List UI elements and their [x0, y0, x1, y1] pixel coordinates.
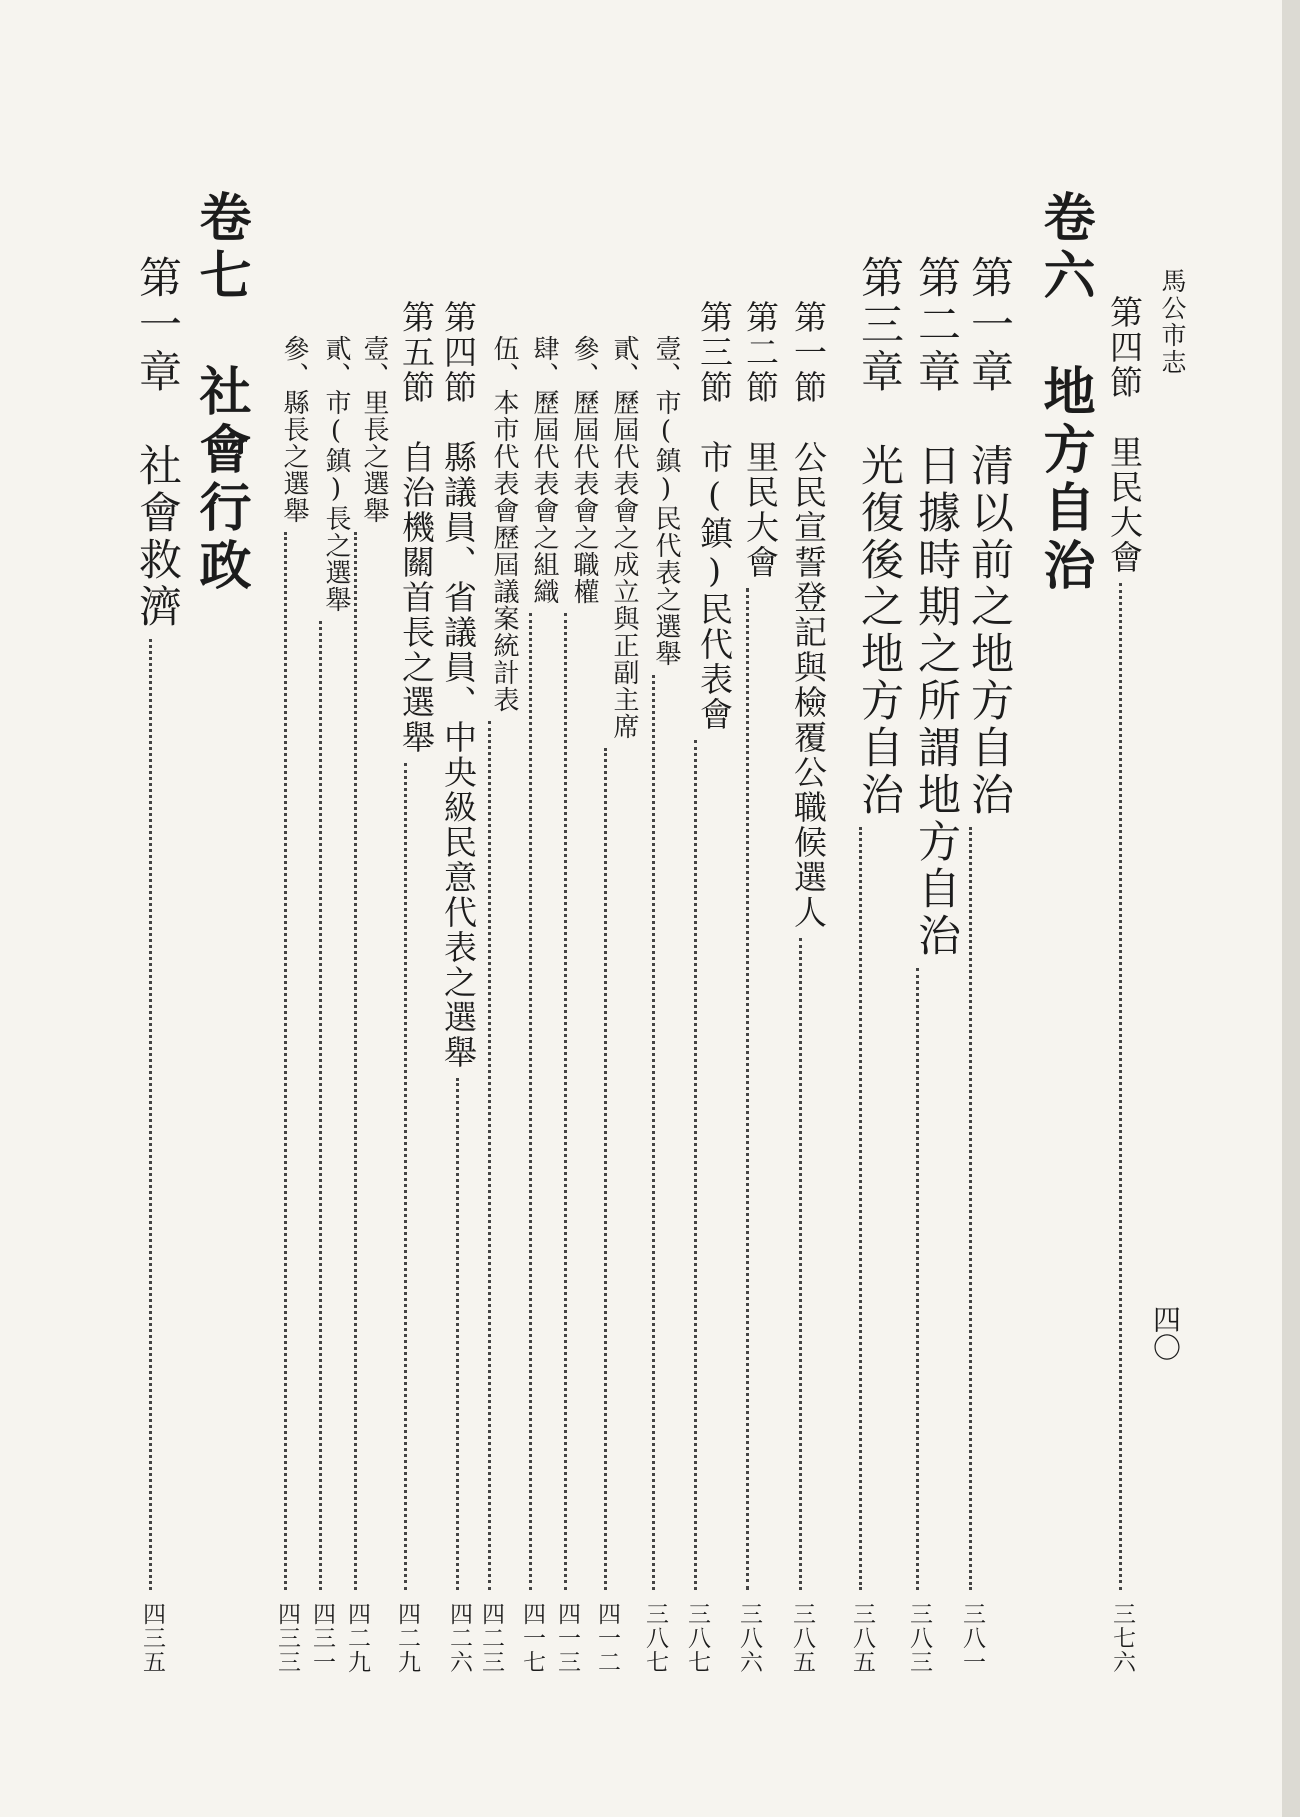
toc-entry-title: 第二節 里民大會 [741, 300, 780, 580]
toc-entry-chapter [912, 255, 960, 960]
page-number: 三八七 [684, 1602, 710, 1674]
toc-entry-section [784, 300, 832, 930]
dot-leader [694, 740, 703, 1590]
page-number: 三八七 [642, 1602, 668, 1674]
toc-entry-chapter [133, 255, 181, 631]
page-number: 四二九 [394, 1602, 420, 1674]
page-number: 三八五 [789, 1602, 815, 1674]
page-number: 四一七 [519, 1602, 545, 1674]
dot-leader [456, 1078, 465, 1590]
toc-entry-item [642, 335, 690, 667]
page-edge [1282, 0, 1300, 1817]
toc-entry-title: 第三章 光復後之地方自治 [854, 255, 904, 819]
toc-entry-title: 卷七 社會行政 [190, 190, 251, 596]
toc-entry-title: 貳、歷屆代表會之成立與正副主席 [609, 335, 639, 740]
toc-entry-title: 第三節 市(鎮)民代表會 [695, 300, 734, 732]
toc-entry-title: 第一章 社會救濟 [132, 255, 182, 631]
toc-entry-item [480, 335, 528, 713]
toc-entry-volume [1032, 190, 1096, 596]
page-number: 三八三 [906, 1602, 932, 1674]
page-number: 四三一 [309, 1602, 335, 1674]
toc-entry-chapter [855, 255, 903, 819]
page-number: 四二九 [344, 1602, 370, 1674]
toc-entry-title: 第一節 公民宣誓登記與檢覆公職候選人 [789, 300, 828, 930]
toc-entry-title: 第四節 里民大會 [1105, 295, 1144, 575]
dot-leader [1119, 583, 1128, 1590]
dot-leader [969, 827, 978, 1590]
dot-leader [564, 613, 573, 1590]
toc-entry-title: 卷六 地方自治 [1034, 190, 1095, 596]
page-number: 四一三 [554, 1602, 580, 1674]
dot-leader [529, 613, 538, 1590]
toc-entry-title: 伍、本市代表會歷屆議案統計表 [489, 335, 519, 713]
page-number: 三八五 [849, 1602, 875, 1674]
dot-leader [404, 763, 413, 1590]
dot-leader [859, 827, 868, 1590]
toc-entry-title: 第五節 自治機關首長之選舉 [397, 300, 436, 755]
dot-leader [799, 938, 808, 1590]
folio: 四〇 [1149, 1305, 1182, 1361]
toc-entry-title: 壹、里長之選舉 [359, 335, 389, 524]
page-number: 四三五 [139, 1602, 165, 1674]
toc-entry-item [270, 335, 318, 524]
page-number: 四三三 [274, 1602, 300, 1674]
toc-entry-title: 肆、歷屆代表會之組織 [529, 335, 559, 605]
dot-leader [916, 968, 925, 1590]
dot-leader [746, 588, 755, 1590]
toc-entry-title: 壹、市(鎮)民代表之選舉 [651, 335, 681, 667]
dot-leader [284, 532, 293, 1590]
page-number: 四二三 [478, 1602, 504, 1674]
page-number: 三八六 [736, 1602, 762, 1674]
toc-entry-title: 參、歷屆代表會之職權 [569, 335, 599, 605]
toc-entry-title: 第一章 清以前之地方自治 [964, 255, 1014, 819]
dot-leader [354, 532, 363, 1590]
dot-leader [149, 639, 158, 1590]
dot-leader [319, 621, 328, 1590]
toc-entry-item [312, 335, 360, 613]
dot-leader [652, 675, 661, 1590]
toc-entry-section [434, 300, 482, 1070]
toc-entry-title: 第二章 日據時期之所謂地方自治 [911, 255, 961, 960]
page-number: 四二六 [446, 1602, 472, 1674]
toc-entry-section [392, 300, 440, 755]
toc-entry-title: 參、縣長之選舉 [279, 335, 309, 524]
running-head: 馬公市志 [1158, 268, 1187, 376]
page-number: 四一二 [594, 1602, 620, 1674]
toc-entry-chapter [965, 255, 1013, 819]
dot-leader [488, 721, 497, 1590]
dot-leader [604, 748, 613, 1590]
toc-entry-section [1100, 295, 1148, 575]
toc-entry-section [690, 300, 738, 732]
toc-entry-title: 貳、市(鎮)長之選舉 [321, 335, 351, 613]
toc-entry-title: 第四節 縣議員、省議員、中央級民意代表之選舉 [439, 300, 478, 1070]
toc-entry-section [736, 300, 784, 580]
page-number: 三七六 [1109, 1602, 1135, 1674]
page-number: 三八一 [959, 1602, 985, 1674]
toc-entry-volume [188, 190, 252, 596]
